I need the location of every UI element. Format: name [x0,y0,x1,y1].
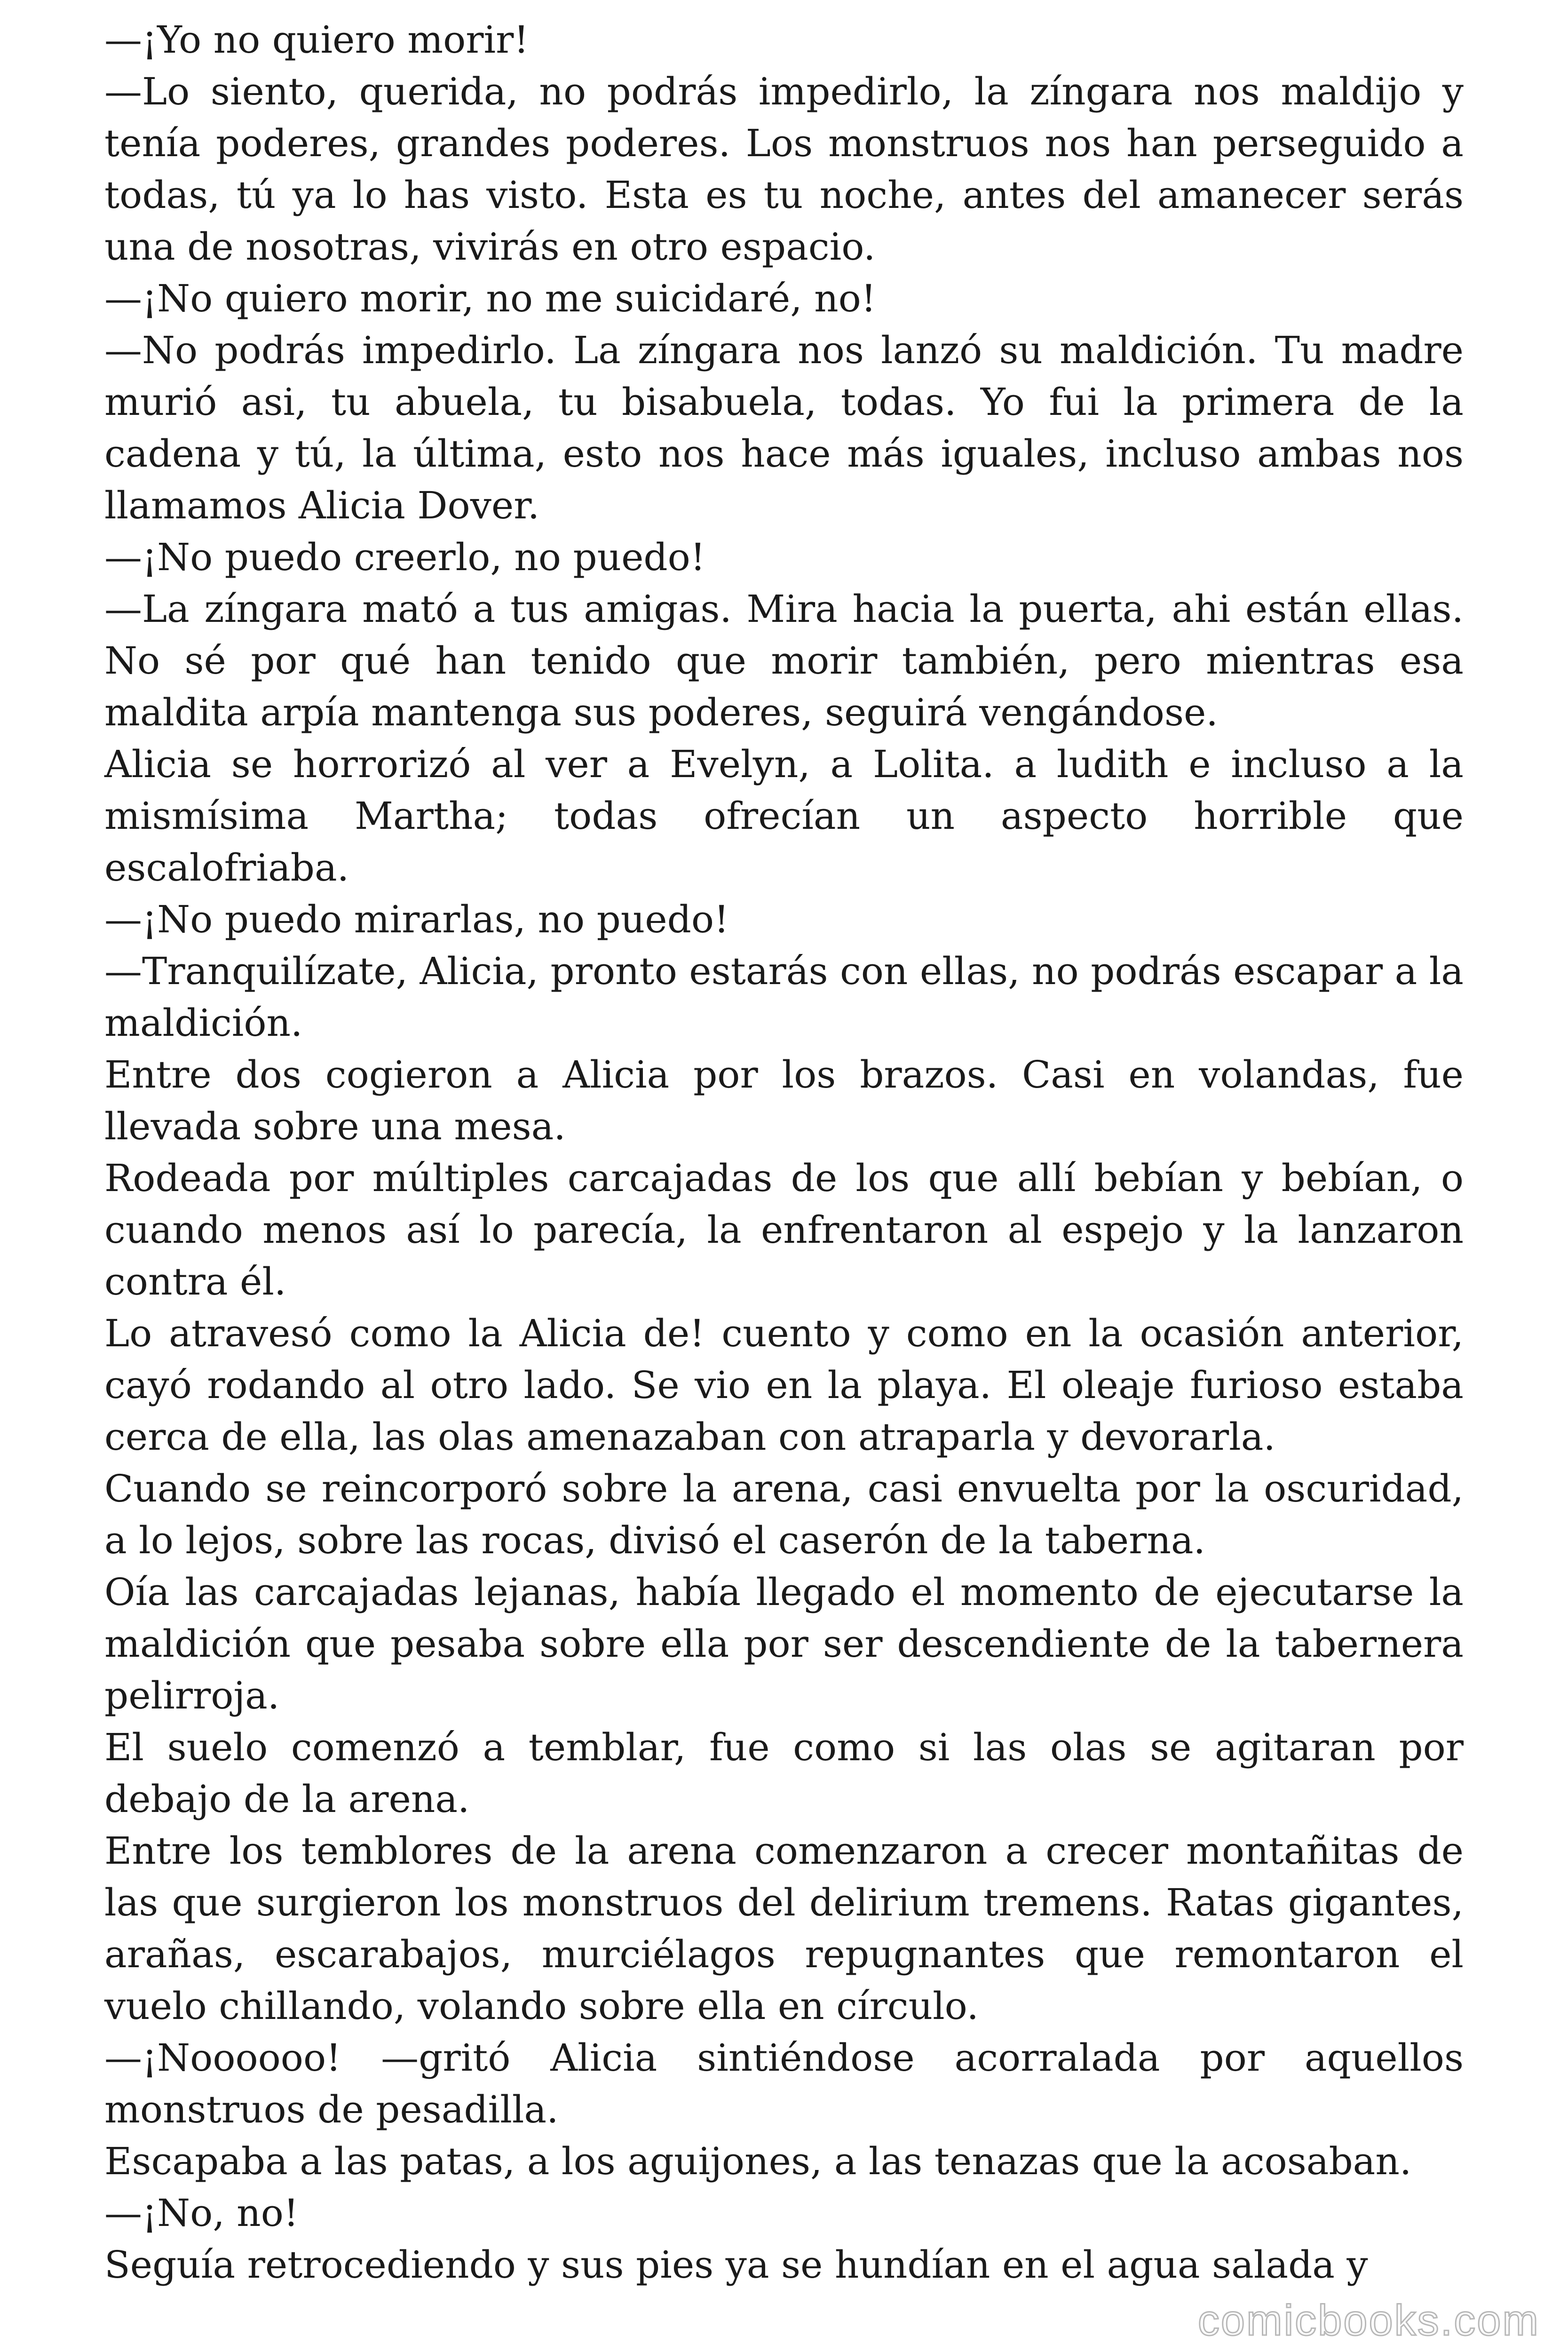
paragraph: —¡No, no! [104,2191,299,2235]
paragraph: Rodeada por múltiples carcajadas de los que allí bebían y bebían, o cuando menos así lo parecía, la enfrentaron al espejo y la lanzaron contra él. [104,1156,1464,1303]
paragraph: —¡No puedo creerlo, no puedo! [104,535,705,579]
watermark-logo: comicbooks.com [1197,2296,1540,2344]
paragraph: —¡Noooooo! —gritó Alicia sintiéndose acorralada por aquellos monstruos de pesadilla. [104,2036,1464,2131]
paragraph: Entre dos cogieron a Alicia por los brazos. Casi en volandas, fue llevada sobre una mesa. [104,1053,1464,1148]
paragraph: Cuando se reincorporó sobre la arena, casi envuelta por la oscuridad, a lo lejos, sobre las rocas, divisó el caserón de la taberna. [104,1467,1464,1562]
paragraph: —¡Yo no quiero morir! [104,18,529,62]
paragraph: —La zíngara mató a tus amigas. Mira hacia la puerta, ahi están ellas. No sé por qué han tenido que morir también, pero mientras esa maldita arpía mantenga sus poderes, seguirá vengándose. [104,587,1464,734]
paragraph: —Lo siento, querida, no podrás impedirlo, la zíngara nos maldijo y tenía poderes, grandes poderes. Los monstruos nos han perseguido a todas, tú ya lo has visto. Esta es tu noche, antes del amanecer serás una de nosotras, vivirás en otro espacio. [104,70,1464,269]
paragraph: Entre los temblores de la arena comenzaron a crecer montañitas de las que surgieron los monstruos del delirium tremens. Ratas gigantes, arañas, escarabajos, murciélagos repugnantes que remontaron el vuelo chillando, volando sobre ella en círculo. [104,1829,1464,2028]
paragraph: Alicia se horrorizó al ver a Evelyn, a Lolita. a ludith e incluso a la mismísima Martha; todas ofrecían un aspecto horrible que escalofriaba. [104,742,1464,890]
paragraph: Seguía retrocediendo y sus pies ya se hundían en el agua salada y [104,2243,1368,2287]
paragraph: Lo atravesó como la Alicia de! cuento y como en la ocasión anterior, cayó rodando al otro lado. Se vio en la playa. El oleaje furioso estaba cerca de ella, las olas amenazaban con atraparla y devorarla. [104,1311,1464,1459]
paragraph: Escapaba a las patas, a los aguijones, a las tenazas que la acosaban. [104,2139,1412,2183]
paragraph: El suelo comenzó a temblar, fue como si las olas se agitaran por debajo de la arena. [104,1725,1464,1821]
paragraph: —¡No puedo mirarlas, no puedo! [104,898,729,941]
paragraph: —¡No quiero morir, no me suicidaré, no! [104,277,876,320]
paragraph: —No podrás impedirlo. La zíngara nos lanzó su maldición. Tu madre murió asi, tu abuela, tu bisabuela, todas. Yo fui la primera de la cadena y tú, la última, esto nos hace más iguales, incluso ambas nos llamamos Alicia Dover. [104,328,1464,527]
body-text [104,14,1464,2291]
paragraph: —Tranquilízate, Alicia, pronto estarás con ellas, no podrás escapar a la maldición. [104,949,1464,1045]
paragraph: Oía las carcajadas lejanas, había llegado el momento de ejecutarse la maldición que pesaba sobre ella por ser descendiente de la tabernera pelirroja. [104,1570,1464,1717]
